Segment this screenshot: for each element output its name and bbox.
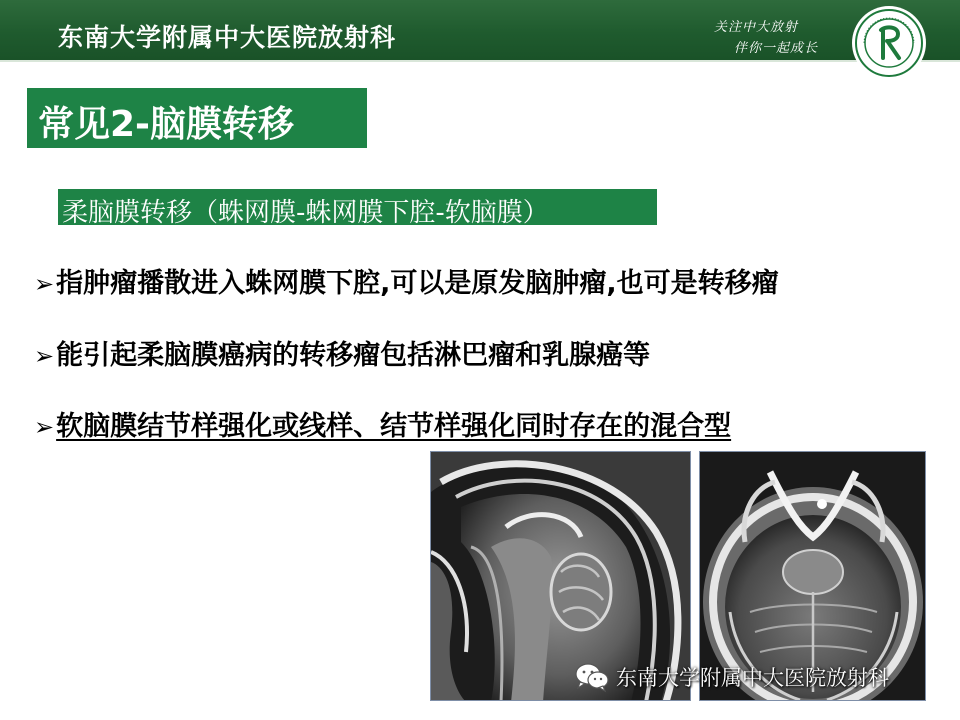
bullet-item	[34, 404, 731, 443]
bullet-text: 指肿瘤播散进入蛛网膜下腔,可以是原发脑肿瘤,也可是转移瘤	[56, 268, 779, 299]
slide-subtitle: 柔脑膜转移（蛛网膜-蛛网膜下腔-软脑膜）	[62, 198, 549, 228]
bullet-text: 软脑膜结节样强化或线样、结节样强化同时存在的混合型	[56, 411, 732, 442]
bullet-arrow-icon: ➢	[34, 413, 55, 441]
header-title: 东南大学附属中大医院放射科	[58, 23, 397, 52]
bullet-text: 能引起柔脑膜癌病的转移瘤包括淋巴瘤和乳腺癌等	[56, 340, 651, 371]
bullet-arrow-icon: ➢	[34, 270, 55, 298]
bullet-arrow-icon: ➢	[34, 342, 55, 370]
bullet-item	[34, 333, 650, 372]
header-slogan-line1: 关注中大放射	[714, 20, 799, 35]
bullet-item	[34, 261, 779, 300]
header-bar	[0, 0, 960, 62]
watermark	[574, 657, 889, 697]
slide-title: 常见2-脑膜转移	[38, 104, 294, 145]
header-slogan-line2: 伴你一起成长	[734, 41, 819, 56]
hospital-logo-icon	[850, 4, 928, 82]
wechat-icon	[574, 661, 610, 693]
watermark-text: 东南大学附属中大医院放射科	[616, 666, 889, 690]
